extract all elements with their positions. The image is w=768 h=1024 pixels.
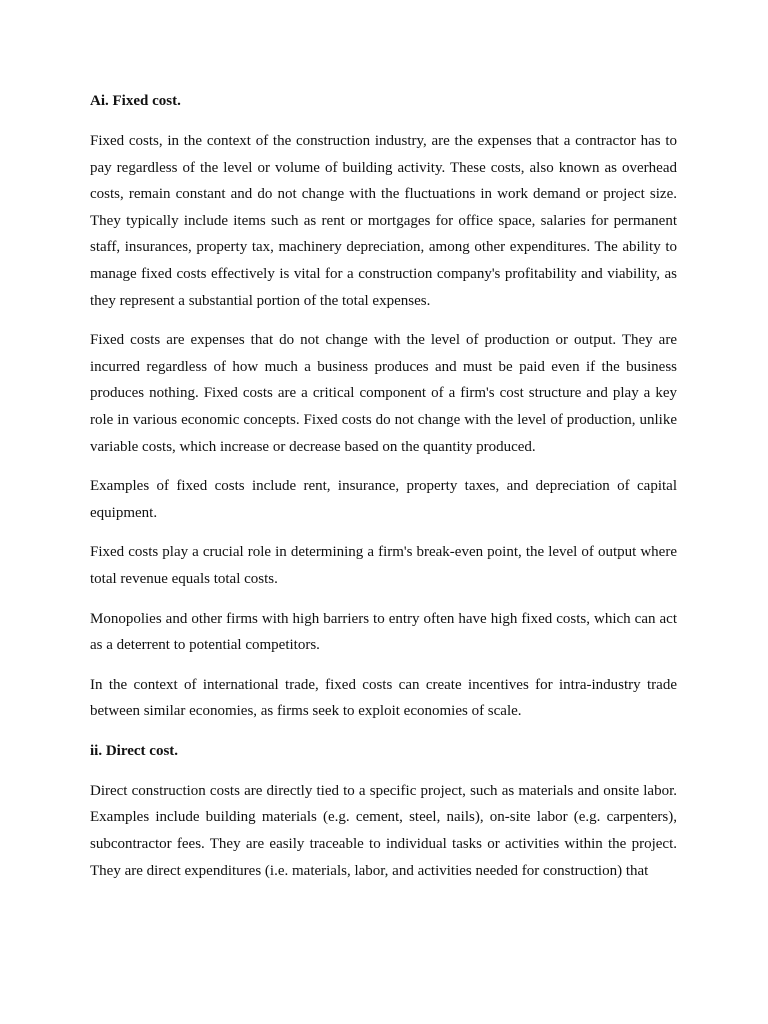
paragraph-fixed-cost-construction: Fixed costs, in the context of the construction industry, are the expenses that a contractor has to pay regardless of the level or volume of building activity. These costs, also known as overhead costs, remain constant and do not change with the fluctuations in work demand or project size. They typically include items such as rent or mortgages for office space, salaries for permanent staff, insurances, property tax, machinery depreciation, among other expenditures. The ability to manage fixed costs effectively is vital for a construction company's profitability and viability, as they represent a substantial portion of the total expenses. [90, 133, 677, 309]
paragraph-break-even: Fixed costs play a crucial role in determining a firm's break-even point, the level of output where total revenue equals total costs. [90, 544, 677, 587]
document-page [90, 88, 677, 897]
paragraph-monopolies: Monopolies and other firms with high barriers to entry often have high fixed costs, which can act as a deterrent to potential competitors. [90, 610, 677, 654]
paragraph-fixed-cost-examples: Examples of fixed costs include rent, insurance, property taxes, and depreciation of capital equipment. [90, 478, 677, 521]
paragraph-international-trade: In the context of international trade, fixed costs can create incentives for intra-industry trade between similar economies, as firms seek to exploit economies of scale. [90, 676, 677, 720]
section-heading-fixed-cost: Ai. Fixed cost. [90, 93, 181, 109]
paragraph-direct-cost: Direct construction costs are directly tied to a specific project, such as materials and onsite labor. Examples include building materials (e.g. cement, steel, nails), on-site labor (e.g. carpenters), subcontractor fees. They are easily traceable to individual tasks or activities within the project. They are direct expenditures (i.e. materials, labor, and activities needed for construction) that [90, 782, 677, 879]
paragraph-fixed-cost-definition: Fixed costs are expenses that do not change with the level of production or output. They are incurred regardless of how much a business produces and must be paid even if the business produces nothing. Fixed costs are a critical component of a firm's cost structure and play a key role in various economic concepts. Fixed costs do not change with the level of production, unlike variable costs, which increase or decrease based on the quantity produced. [90, 332, 677, 455]
section-heading-direct-cost: ii. Direct cost. [90, 742, 179, 759]
